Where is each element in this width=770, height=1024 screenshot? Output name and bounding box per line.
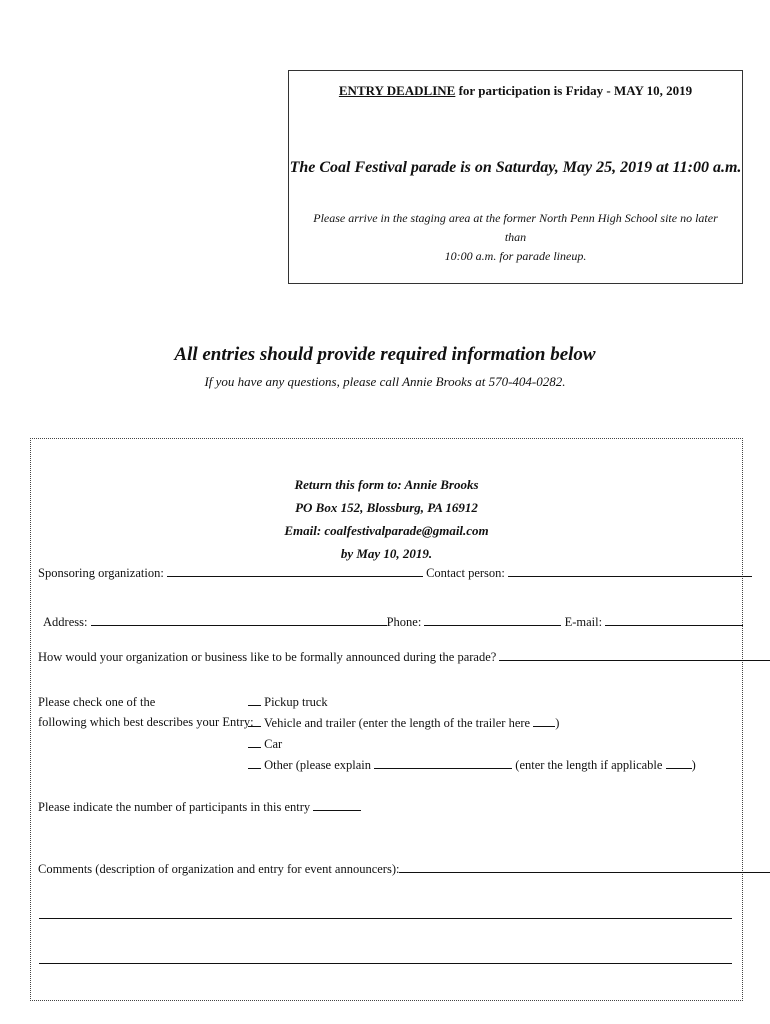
other-length-field[interactable]: [666, 759, 692, 769]
option-car[interactable]: [248, 734, 696, 755]
other-length-label: (enter the length if applicable: [515, 758, 663, 772]
questions-note: If you have any questions, please call Annie Brooks at 570-404-0282.: [204, 374, 566, 389]
address-field[interactable]: [91, 616, 387, 626]
section-heading: All entries should provide required information below: [174, 344, 596, 365]
address-row: [43, 615, 743, 630]
entry-type-line-2: following which best describes your Entry:: [38, 715, 254, 729]
contact-label: Contact person:: [426, 566, 505, 580]
entry-form: [30, 438, 743, 1001]
return-line-4: by May 10, 2019.: [340, 546, 433, 561]
deadline-label: ENTRY DEADLINE: [338, 83, 456, 98]
announce-field[interactable]: [499, 651, 770, 661]
pickup-label: Pickup truck: [264, 695, 328, 709]
parade-date: The Coal Festival parade is on Saturday, May 25, 2019 at 11:00 a.m.: [289, 159, 742, 176]
return-address: [31, 473, 742, 565]
other-explain-field[interactable]: [374, 759, 512, 769]
email-label: E-mail:: [564, 615, 603, 629]
contact-field[interactable]: [508, 567, 752, 577]
comments-field[interactable]: [399, 863, 770, 873]
comments-label: Comments (description of organization and entry for event announcers):: [38, 862, 400, 876]
phone-field[interactable]: [424, 616, 561, 626]
entry-deadline: [289, 83, 742, 99]
car-checkbox[interactable]: [248, 738, 261, 748]
pickup-checkbox[interactable]: [248, 696, 261, 706]
participants-field[interactable]: [313, 801, 361, 811]
option-other[interactable]: Other (please explain (enter the length if applicable ): [248, 755, 696, 776]
vehicle-label: Vehicle and trailer (enter the length of the trailer here: [263, 716, 531, 730]
return-line-3: Email: coalfestivalparade@gmail.com: [284, 523, 489, 538]
arrival-line-2: 10:00 a.m. for parade lineup.: [444, 249, 587, 263]
trailer-length-field[interactable]: [533, 717, 555, 727]
sponsoring-row: [38, 566, 752, 581]
other-label: Other (please explain: [264, 758, 372, 772]
phone-label: Phone:: [386, 615, 422, 629]
sponsoring-label: Sponsoring organization:: [38, 566, 164, 580]
email-field[interactable]: [605, 616, 743, 626]
deadline-text: for participation is Friday - MAY 10, 2019: [455, 83, 693, 98]
participants-label: Please indicate the number of participants in this entry: [38, 800, 311, 814]
comments-line-3[interactable]: [39, 963, 732, 964]
arrival-instructions: [303, 209, 728, 266]
announce-row: [38, 650, 770, 665]
other-checkbox[interactable]: [248, 759, 261, 769]
comments-line-2[interactable]: [39, 918, 732, 919]
address-label: Address:: [43, 615, 88, 629]
deadline-box: [288, 70, 743, 284]
entry-type-options: [248, 692, 696, 776]
entry-type-prompt: [38, 692, 254, 732]
participants-row: [38, 800, 361, 815]
option-pickup[interactable]: [248, 692, 696, 713]
return-line-1: Return this form to: Annie Brooks: [294, 477, 479, 492]
sponsoring-field[interactable]: [167, 567, 423, 577]
comments-row: [38, 862, 770, 877]
entry-type-line-1: Please check one of the: [38, 695, 156, 709]
arrival-line-1: Please arrive in the staging area at the former North Penn High School site no later than: [313, 211, 718, 244]
option-vehicle[interactable]: Vehicle and trailer (enter the length of the trailer here ): [248, 713, 696, 734]
vehicle-checkbox[interactable]: [248, 717, 261, 727]
return-line-2: PO Box 152, Blossburg, PA 16912: [295, 500, 478, 515]
car-label: Car: [264, 737, 283, 751]
announce-label: How would your organization or business like to be formally announced during the parade?: [38, 650, 497, 664]
